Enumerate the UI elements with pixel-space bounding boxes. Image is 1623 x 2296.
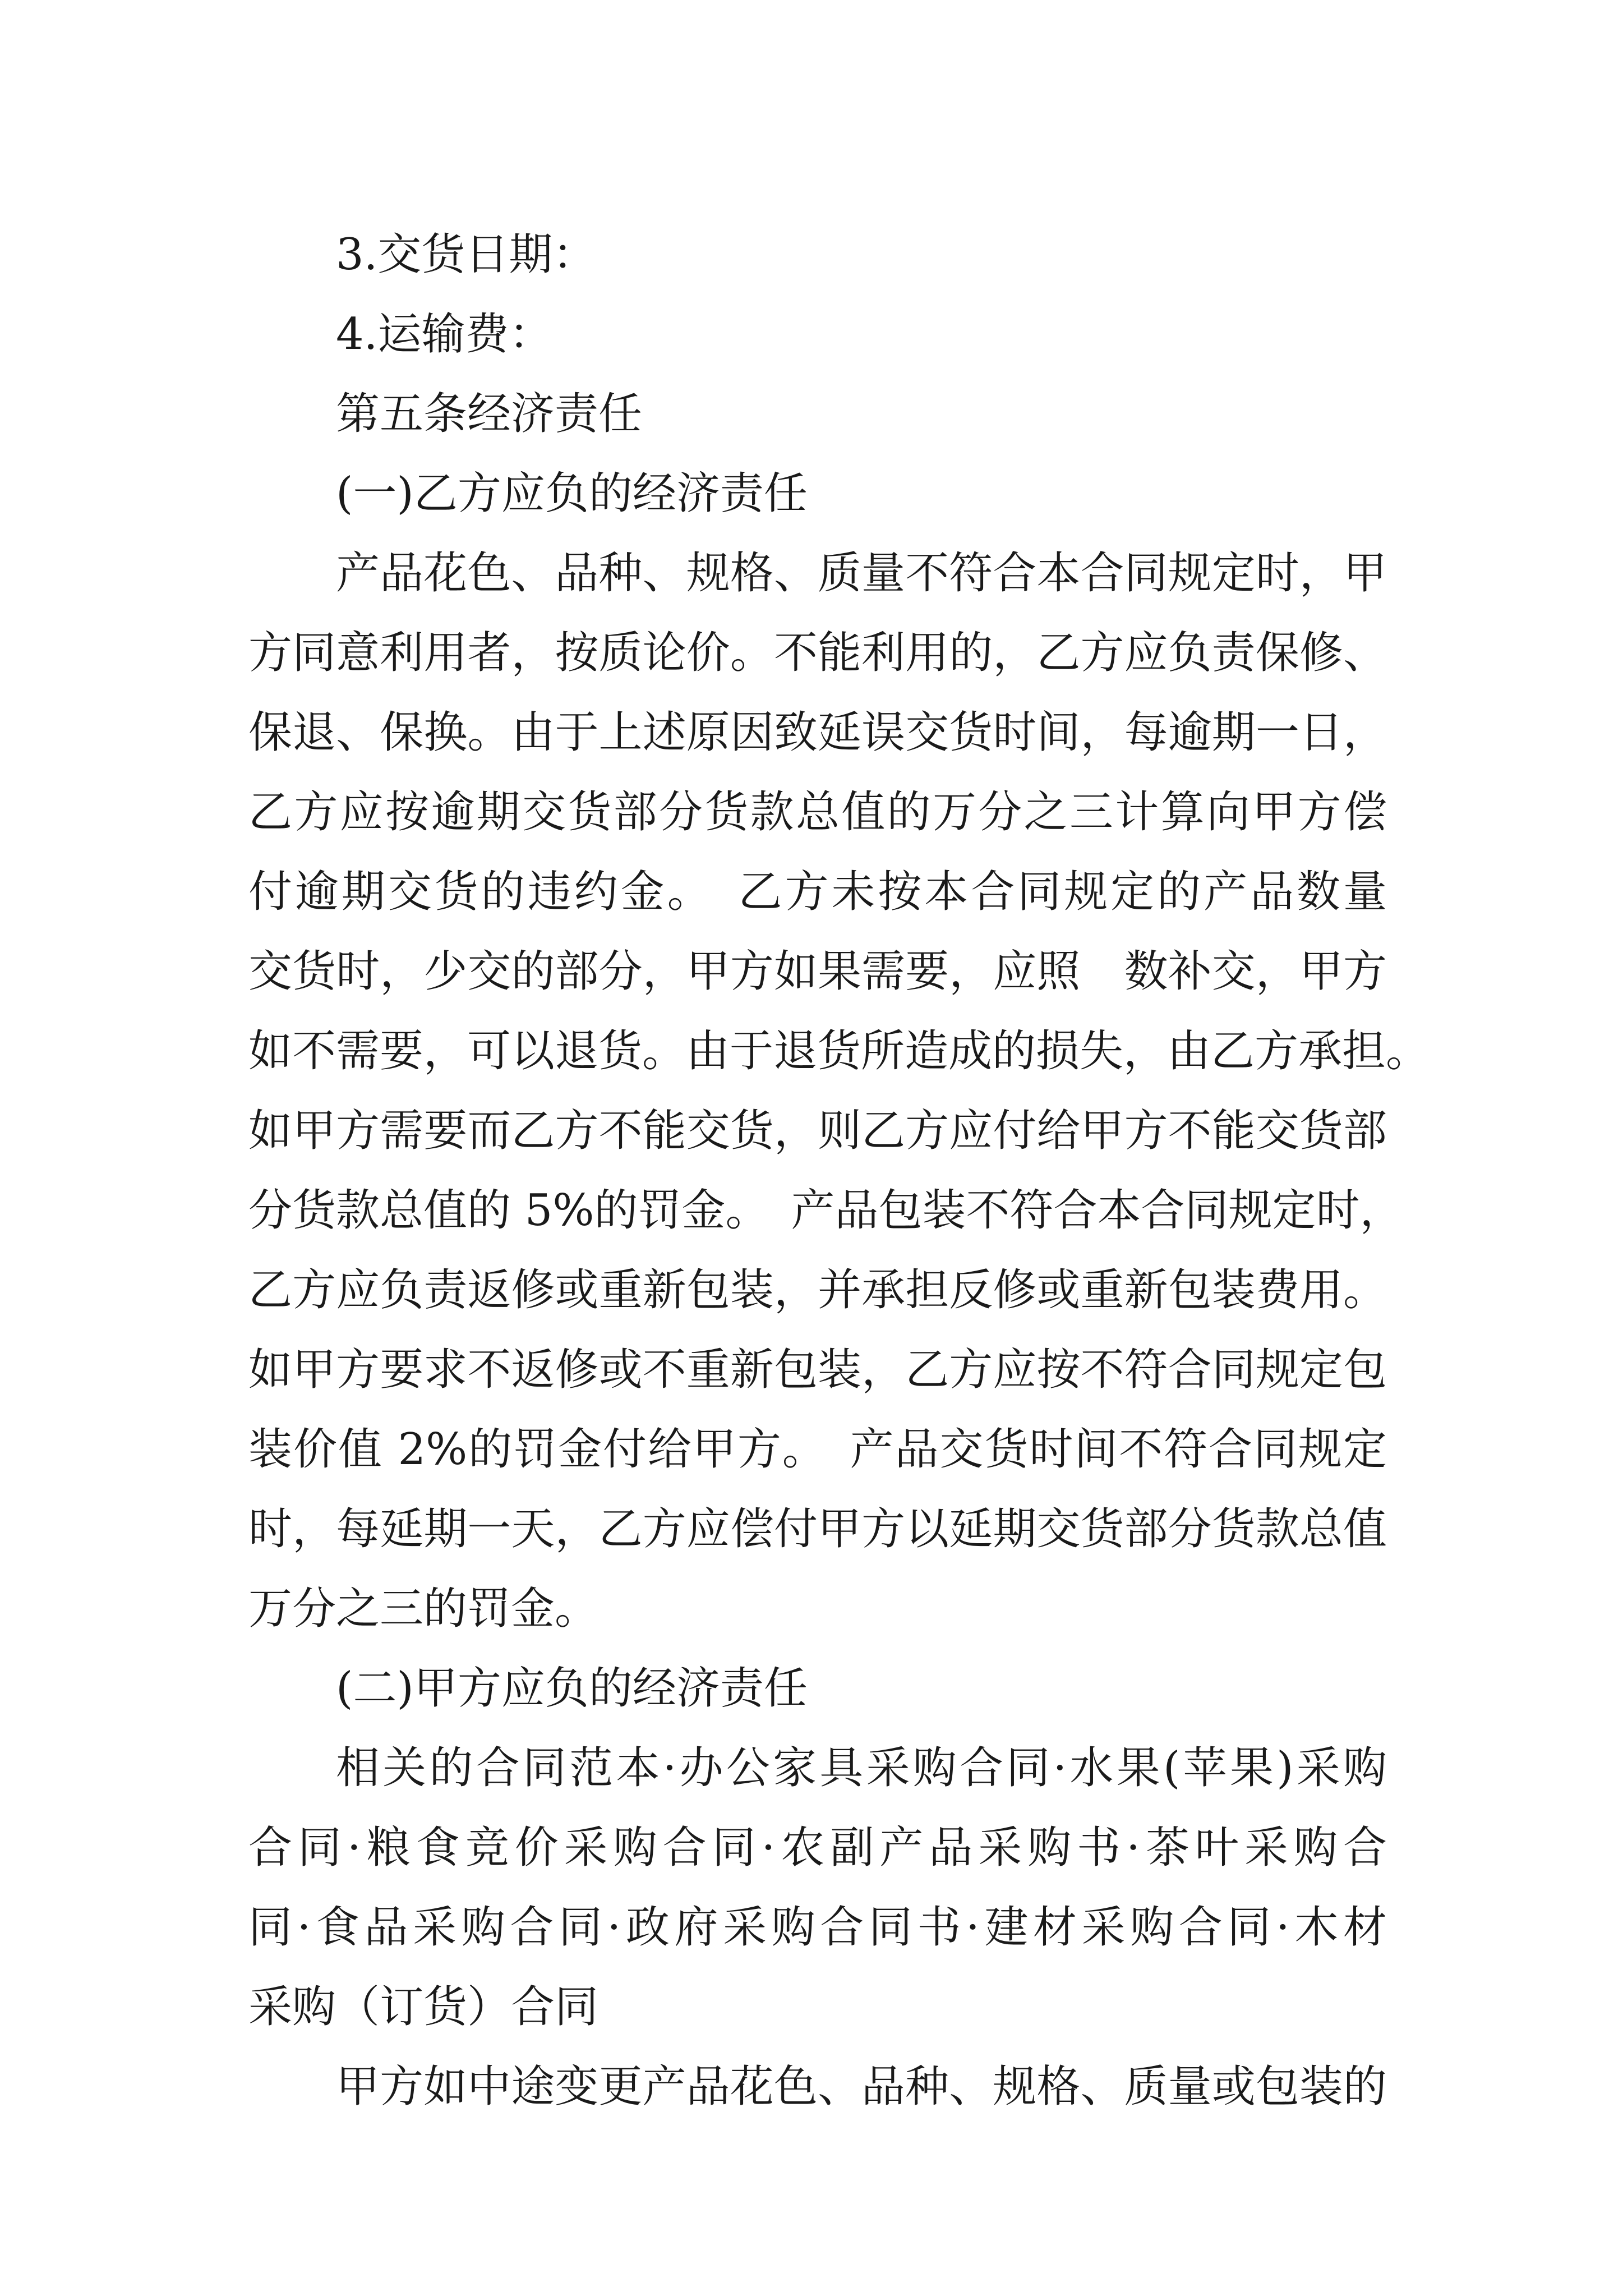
related-templates-line: 合同·粮食竞价采购合同·农副产品采购书·茶叶采购合	[248, 1823, 1387, 1873]
paragraph-line: 产品花色、品种、规格、质量不符合本合同规定时，甲	[336, 548, 1387, 599]
paragraph-line: 如甲方要求不返修或不重新包装，乙方应按不符合同规定包	[248, 1345, 1387, 1395]
related-templates-line: 采购（订货）合同	[248, 1982, 599, 2032]
paragraph-line: 保退、保换。由于上述原因致延误交货时间，每逾期一日，	[248, 707, 1387, 758]
article-five-heading: 第五条经济责任	[336, 389, 643, 439]
clause-delivery-date: 3.交货日期：	[336, 229, 597, 280]
paragraph-line: 乙方应按逾期交货部分货款总值的万分之三计算向甲方偿	[248, 787, 1387, 838]
section-one-heading: (一)乙方应负的经济责任	[336, 468, 808, 519]
section-two-heading: (二)甲方应负的经济责任	[336, 1663, 808, 1714]
related-templates-line: 相关的合同范本·办公家具采购合同·水果(苹果)采购	[336, 1743, 1387, 1793]
paragraph-line: 乙方应负责返修或重新包装，并承担反修或重新包装费用。	[248, 1265, 1387, 1315]
paragraph-line: 装价值 2%的罚金付给甲方。 产品交货时间不符合同规定	[248, 1424, 1387, 1475]
document-body	[248, 215, 1430, 2127]
clause-transport-fee: 4.运输费：	[336, 309, 553, 360]
paragraph-line: 万分之三的罚金。	[248, 1584, 599, 1634]
paragraph-line: 如不需要，可以退货。由于退货所造成的损失，由乙方承担。	[248, 1026, 1430, 1076]
paragraph-line: 付逾期交货的违约金。 乙方未按本合同规定的产品数量	[248, 867, 1387, 917]
paragraph-line: 时，每延期一天，乙方应偿付甲方以延期交货部分货款总值	[248, 1504, 1387, 1554]
paragraph-line: 分货款总值的 5%的罚金。 产品包装不符合本合同规定时，	[248, 1185, 1404, 1236]
paragraph-line: 方同意利用者，按质论价。不能利用的，乙方应负责保修、	[248, 628, 1387, 678]
paragraph-line: 甲方如中途变更产品花色、品种、规格、质量或包装的	[336, 2062, 1387, 2112]
paragraph-line: 交货时，少交的部分，甲方如果需要，应照 数补交，甲方	[248, 946, 1387, 997]
related-templates-line: 同·食品采购合同·政府采购合同书·建材采购合同·木材	[248, 1902, 1387, 1953]
paragraph-line: 如甲方需要而乙方不能交货，则乙方应付给甲方不能交货部	[248, 1106, 1387, 1156]
